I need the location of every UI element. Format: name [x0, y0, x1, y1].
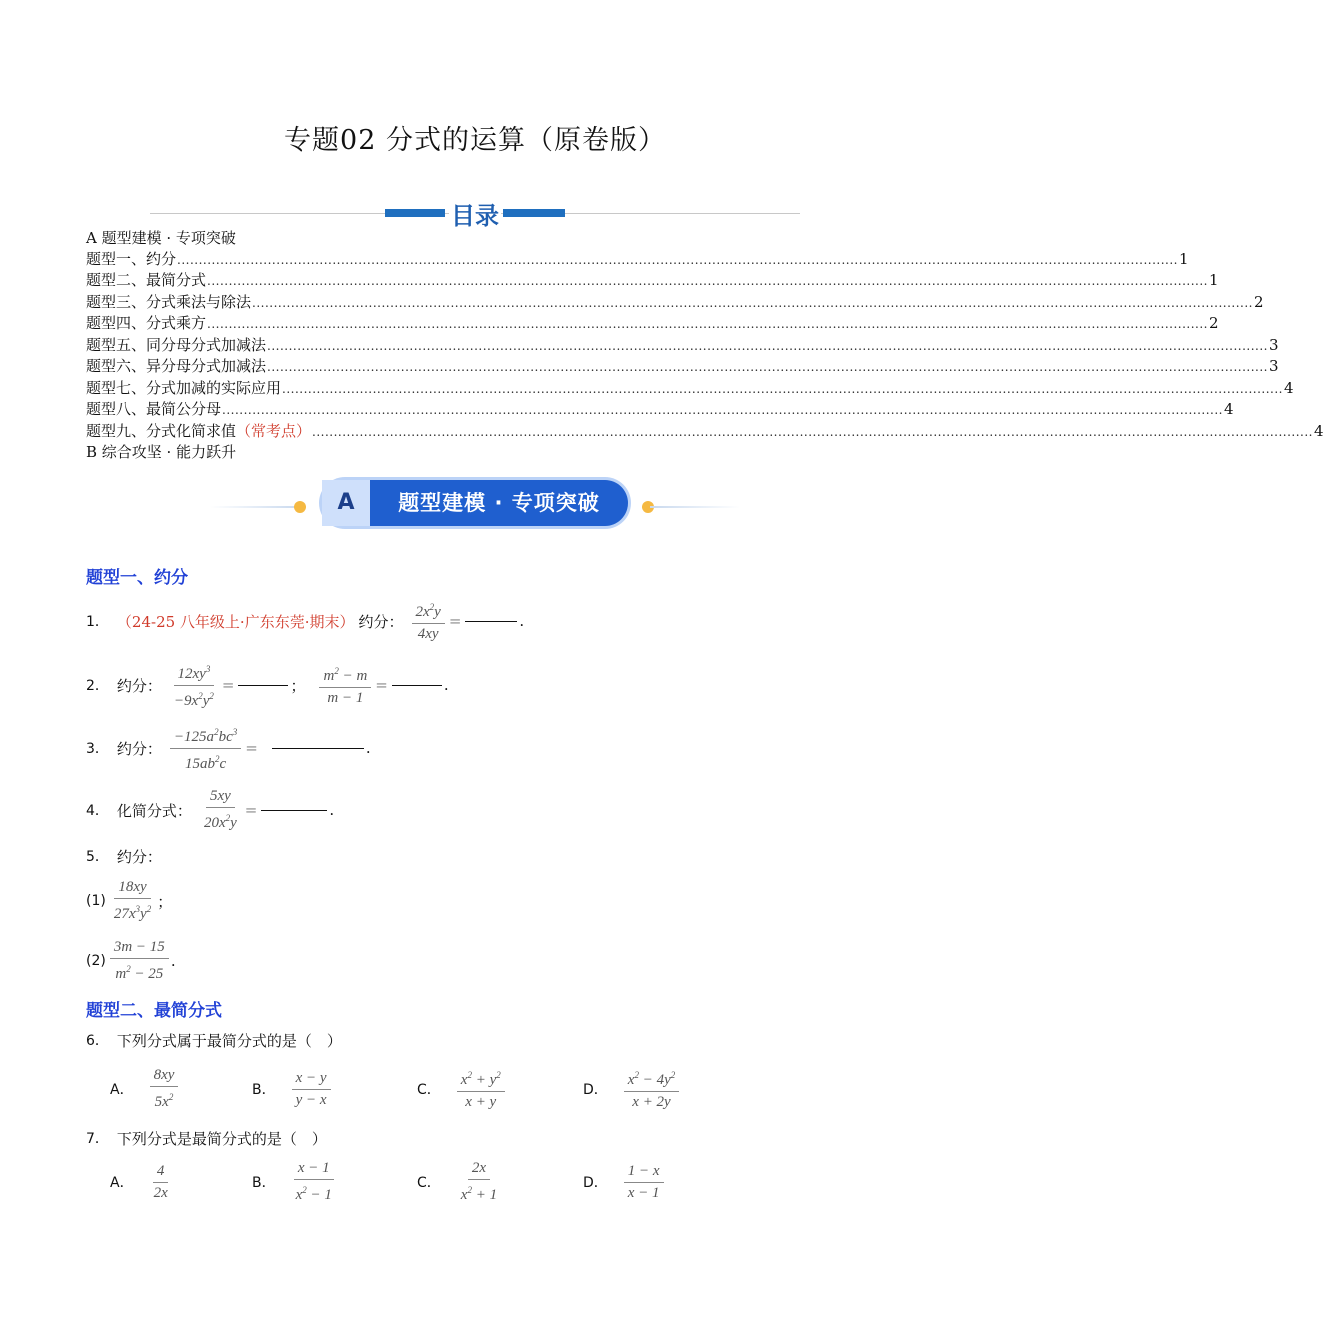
leader-dots: ........................................................................................................................................................................................................................................ [252, 295, 1253, 310]
leader-dots: ........................................................................................................................................................................................................................................ [207, 317, 1208, 331]
question-7: 7． 下列分式是最简分式的是（ ） [86, 1129, 327, 1148]
toc-item[interactable]: 题型六、异分母分式加减法 ........................................................................................................................................................................................................................................ 3 [86, 356, 864, 378]
option-a[interactable]: A． $\frac{8xy}{5x^2}$ [110, 1064, 180, 1114]
fraction: $\frac{4}{2x}$ [153, 1162, 168, 1201]
question-3: 3． 约分： $\frac{-125a^2bc^3}{15ab^2c}$ = . [86, 725, 371, 771]
hot-tag: （常考点） [236, 421, 312, 440]
table-of-contents [86, 228, 1324, 463]
question-6-options [86, 1064, 866, 1114]
option-c[interactable]: C． $\frac{2x}{x^2 + 1}$ [417, 1157, 503, 1207]
fraction: $\frac{18xy}{27x^3y^2}$ [113, 879, 152, 922]
fraction: $\frac{-125a^2bc^3}{15ab^2c}$ [170, 724, 241, 773]
banner-letter: A [322, 480, 370, 526]
leader-dots: ........................................................................................................................................................................................................................................ [267, 360, 1268, 374]
leader-dots: ........................................................................................................................................................................................................................................ [267, 338, 1268, 353]
section-banner [210, 480, 740, 526]
option-d[interactable]: D． $\frac{1 - x}{x - 1}$ [583, 1157, 666, 1207]
question-5-part-1: (1) $\frac{18xy}{27x^3y^2}$ ； [86, 879, 173, 922]
toc-group-a[interactable]: A 题型建模 · 专项突破 [86, 229, 236, 247]
leader-dots: ........................................................................................................................................................................................................................................ [312, 424, 1313, 439]
answer-blank[interactable] [261, 810, 327, 811]
fraction: $\frac{8xy}{5x^2}$ [150, 1067, 179, 1111]
question-5: 5． 约分： [86, 847, 162, 866]
page-title: 专题02 分式的运算（原卷版） [284, 125, 666, 156]
question-2: 2． 约分： $\frac{12xy^3}{-9x^2y^2}$ = ； $\frac{m^2 - m}{m - 1}$ = . [86, 662, 449, 708]
fraction: $\frac{2x^2y}{4xy}$ [412, 599, 445, 643]
answer-blank[interactable] [392, 685, 442, 686]
fraction: $\frac{12xy^3}{-9x^2y^2}$ [170, 661, 218, 710]
banner-dot-left [294, 501, 306, 513]
toc-item[interactable]: 题型一、约分 ........................................................................................................................................................................................................................................ 1 [86, 249, 864, 271]
toc-item[interactable]: 题型七、分式加减的实际应用 ........................................................................................................................................................................................................................................ 4 [86, 378, 864, 400]
question-source: （24-25 八年级上·广东东莞·期末） [116, 612, 355, 631]
fraction: $\frac{x - y}{y - x}$ [292, 1070, 331, 1109]
option-c[interactable]: C． $\frac{x^2 + y^2}{x + y}$ [417, 1064, 507, 1114]
fraction: $\frac{5xy}{20x^2y}$ [203, 788, 237, 831]
toc-item[interactable]: 题型九、分式化简求值 （常考点） ........................................................................................................................................................................................................................................ 4 [86, 421, 864, 443]
toc-item[interactable]: 题型二、最简分式 ........................................................................................................................................................................................................................................ 1 [86, 270, 864, 292]
fraction: $\frac{2x}{x^2 + 1}$ [460, 1160, 498, 1203]
banner-pill [322, 480, 628, 526]
answer-blank[interactable] [465, 621, 517, 622]
question-4: 4． 化简分式： $\frac{5xy}{20x^2y}$ = . [86, 788, 335, 831]
fraction: $\frac{m^2 - m}{m - 1}$ [319, 663, 371, 707]
option-b[interactable]: B． $\frac{x - 1}{x^2 - 1}$ [252, 1157, 338, 1207]
question-7-options [86, 1157, 866, 1207]
banner-line-left [210, 506, 300, 508]
question-5-part-2: (2) $\frac{3m - 15}{m^2 - 25}$ . [86, 939, 176, 982]
section-title-2: 题型二、最简分式 [86, 1001, 222, 1021]
leader-dots: ........................................................................................................................................................................................................................................ [207, 274, 1208, 288]
toc-heading [150, 196, 800, 232]
toc-item[interactable]: 题型八、最简公分母 ........................................................................................................................................................................................................................................ 4 [86, 399, 864, 421]
leader-dots: ........................................................................................................................................................................................................................................ [177, 252, 1178, 267]
banner-text: 题型建模 · 专项突破 [398, 491, 600, 515]
question-1: 1． （24-25 八年级上·广东东莞·期末） 约分： $\frac{2x^2y}{4xy}$ = . [86, 598, 524, 644]
toc-item[interactable]: 题型五、同分母分式加减法 ........................................................................................................................................................................................................................................ 3 [86, 335, 864, 357]
option-b[interactable]: B． $\frac{x - y}{y - x}$ [252, 1064, 333, 1114]
answer-blank[interactable] [272, 748, 364, 749]
question-6: 6． 下列分式属于最简分式的是（ ） [86, 1031, 342, 1050]
toc-title: 目录 [451, 202, 499, 230]
fraction: $\frac{x - 1}{x^2 - 1}$ [295, 1160, 332, 1203]
toc-item[interactable]: 题型三、分式乘法与除法 ........................................................................................................................................................................................................................................ 2 [86, 292, 864, 314]
leader-dots: ........................................................................................................................................................................................................................................ [222, 403, 1223, 417]
option-a[interactable]: A． $\frac{4}{2x}$ [110, 1157, 174, 1207]
banner-line-right [650, 506, 740, 508]
fraction: $\frac{1 - x}{x - 1}$ [624, 1163, 664, 1202]
fraction: $\frac{x^2 - 4y^2}{x + 2y}$ [624, 1067, 679, 1111]
fraction: $\frac{3m - 15}{m^2 - 25}$ [110, 939, 169, 983]
toc-group-b[interactable]: B 综合攻坚 · 能力跃升 [86, 443, 237, 461]
section-title-1: 题型一、约分 [86, 568, 188, 588]
option-d[interactable]: D． $\frac{x^2 - 4y^2}{x + 2y}$ [583, 1064, 681, 1114]
toc-item[interactable]: 题型四、分式乘方 ........................................................................................................................................................................................................................................ 2 [86, 313, 864, 335]
answer-blank[interactable] [238, 685, 288, 686]
leader-dots: ........................................................................................................................................................................................................................................ [282, 381, 1283, 396]
fraction: $\frac{x^2 + y^2}{x + y}$ [457, 1067, 505, 1111]
